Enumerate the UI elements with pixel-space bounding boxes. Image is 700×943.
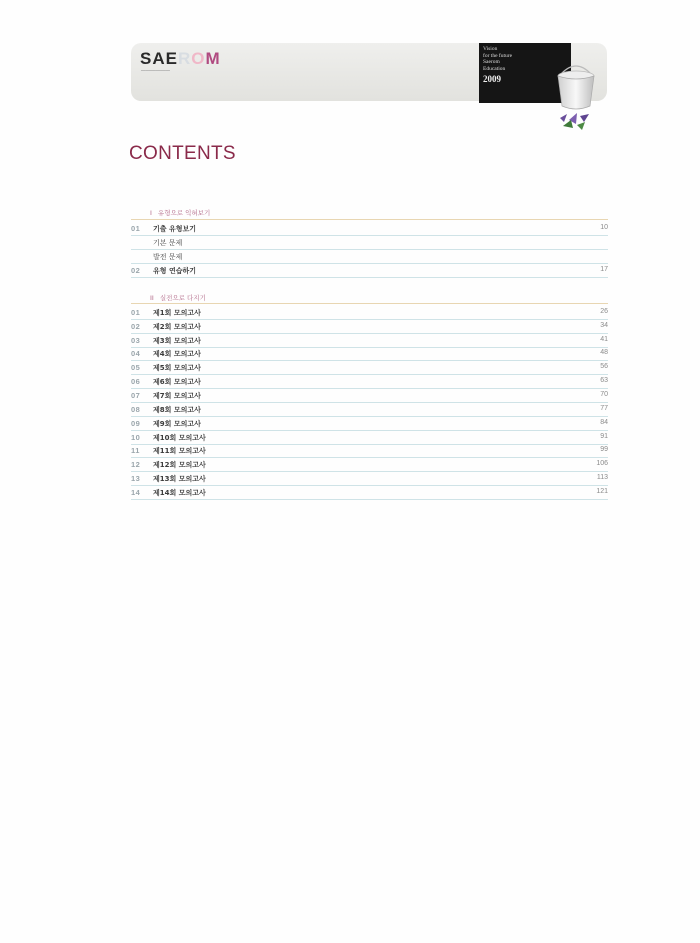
toc-entry[interactable]: 03 제3회 모의고사 41 — [131, 334, 608, 348]
toc-entry[interactable]: 08 제8회 모의고사 77 — [131, 403, 608, 417]
saerom-logo: SAEROM — [140, 49, 221, 68]
page-title: CONTENTS — [129, 143, 236, 164]
section-heading: I 유형으로 익혀보기 — [150, 209, 211, 217]
toc-entry[interactable]: 10 제10회 모의고사 91 — [131, 431, 608, 445]
year-label: 2009 — [483, 74, 501, 84]
tagline-line: Saerom — [483, 59, 500, 65]
section-heading: II 실전으로 다지기 — [150, 294, 206, 302]
toc-entry[interactable]: 05 제5회 모의고사 56 — [131, 361, 608, 375]
toc-entry[interactable]: 07 제7회 모의고사 70 — [131, 389, 608, 403]
toc-entry[interactable]: 14 제14회 모의고사 121 — [131, 486, 608, 500]
toc-entry[interactable]: 12 제12회 모의고사 106 — [131, 458, 608, 472]
toc-subentry[interactable]: 기본 문제 — [131, 236, 608, 250]
toc-entry[interactable]: 01 제1회 모의고사 26 — [131, 306, 608, 320]
logo-subtext: ━━━━━━━━━━━━ — [141, 68, 170, 73]
section-divider — [131, 303, 608, 304]
toc-entry[interactable]: 02 제2회 모의고사 34 — [131, 320, 608, 334]
tagline-line: for the future — [483, 52, 513, 59]
toc-subentry[interactable]: 발전 문제 — [131, 250, 608, 264]
tagline-line: Vision — [483, 46, 498, 52]
toc-entry[interactable]: 04 제4회 모의고사 48 — [131, 347, 608, 361]
toc-entry[interactable]: 13 제13회 모의고사 113 — [131, 472, 608, 486]
toc-entry[interactable]: 09 제9회 모의고사 84 — [131, 417, 608, 431]
section-divider — [131, 219, 608, 220]
toc-entry[interactable]: 02 유형 연습하기 17 — [131, 264, 608, 278]
toc-entry[interactable]: 06 제6회 모의고사 63 — [131, 375, 608, 389]
milk-bucket-icon — [551, 60, 601, 136]
tagline-line: Education — [483, 65, 506, 72]
toc-entry[interactable]: 01 기출 유형보기 10 — [131, 222, 608, 236]
toc-entry[interactable]: 11 제11회 모의고사 99 — [131, 444, 608, 458]
